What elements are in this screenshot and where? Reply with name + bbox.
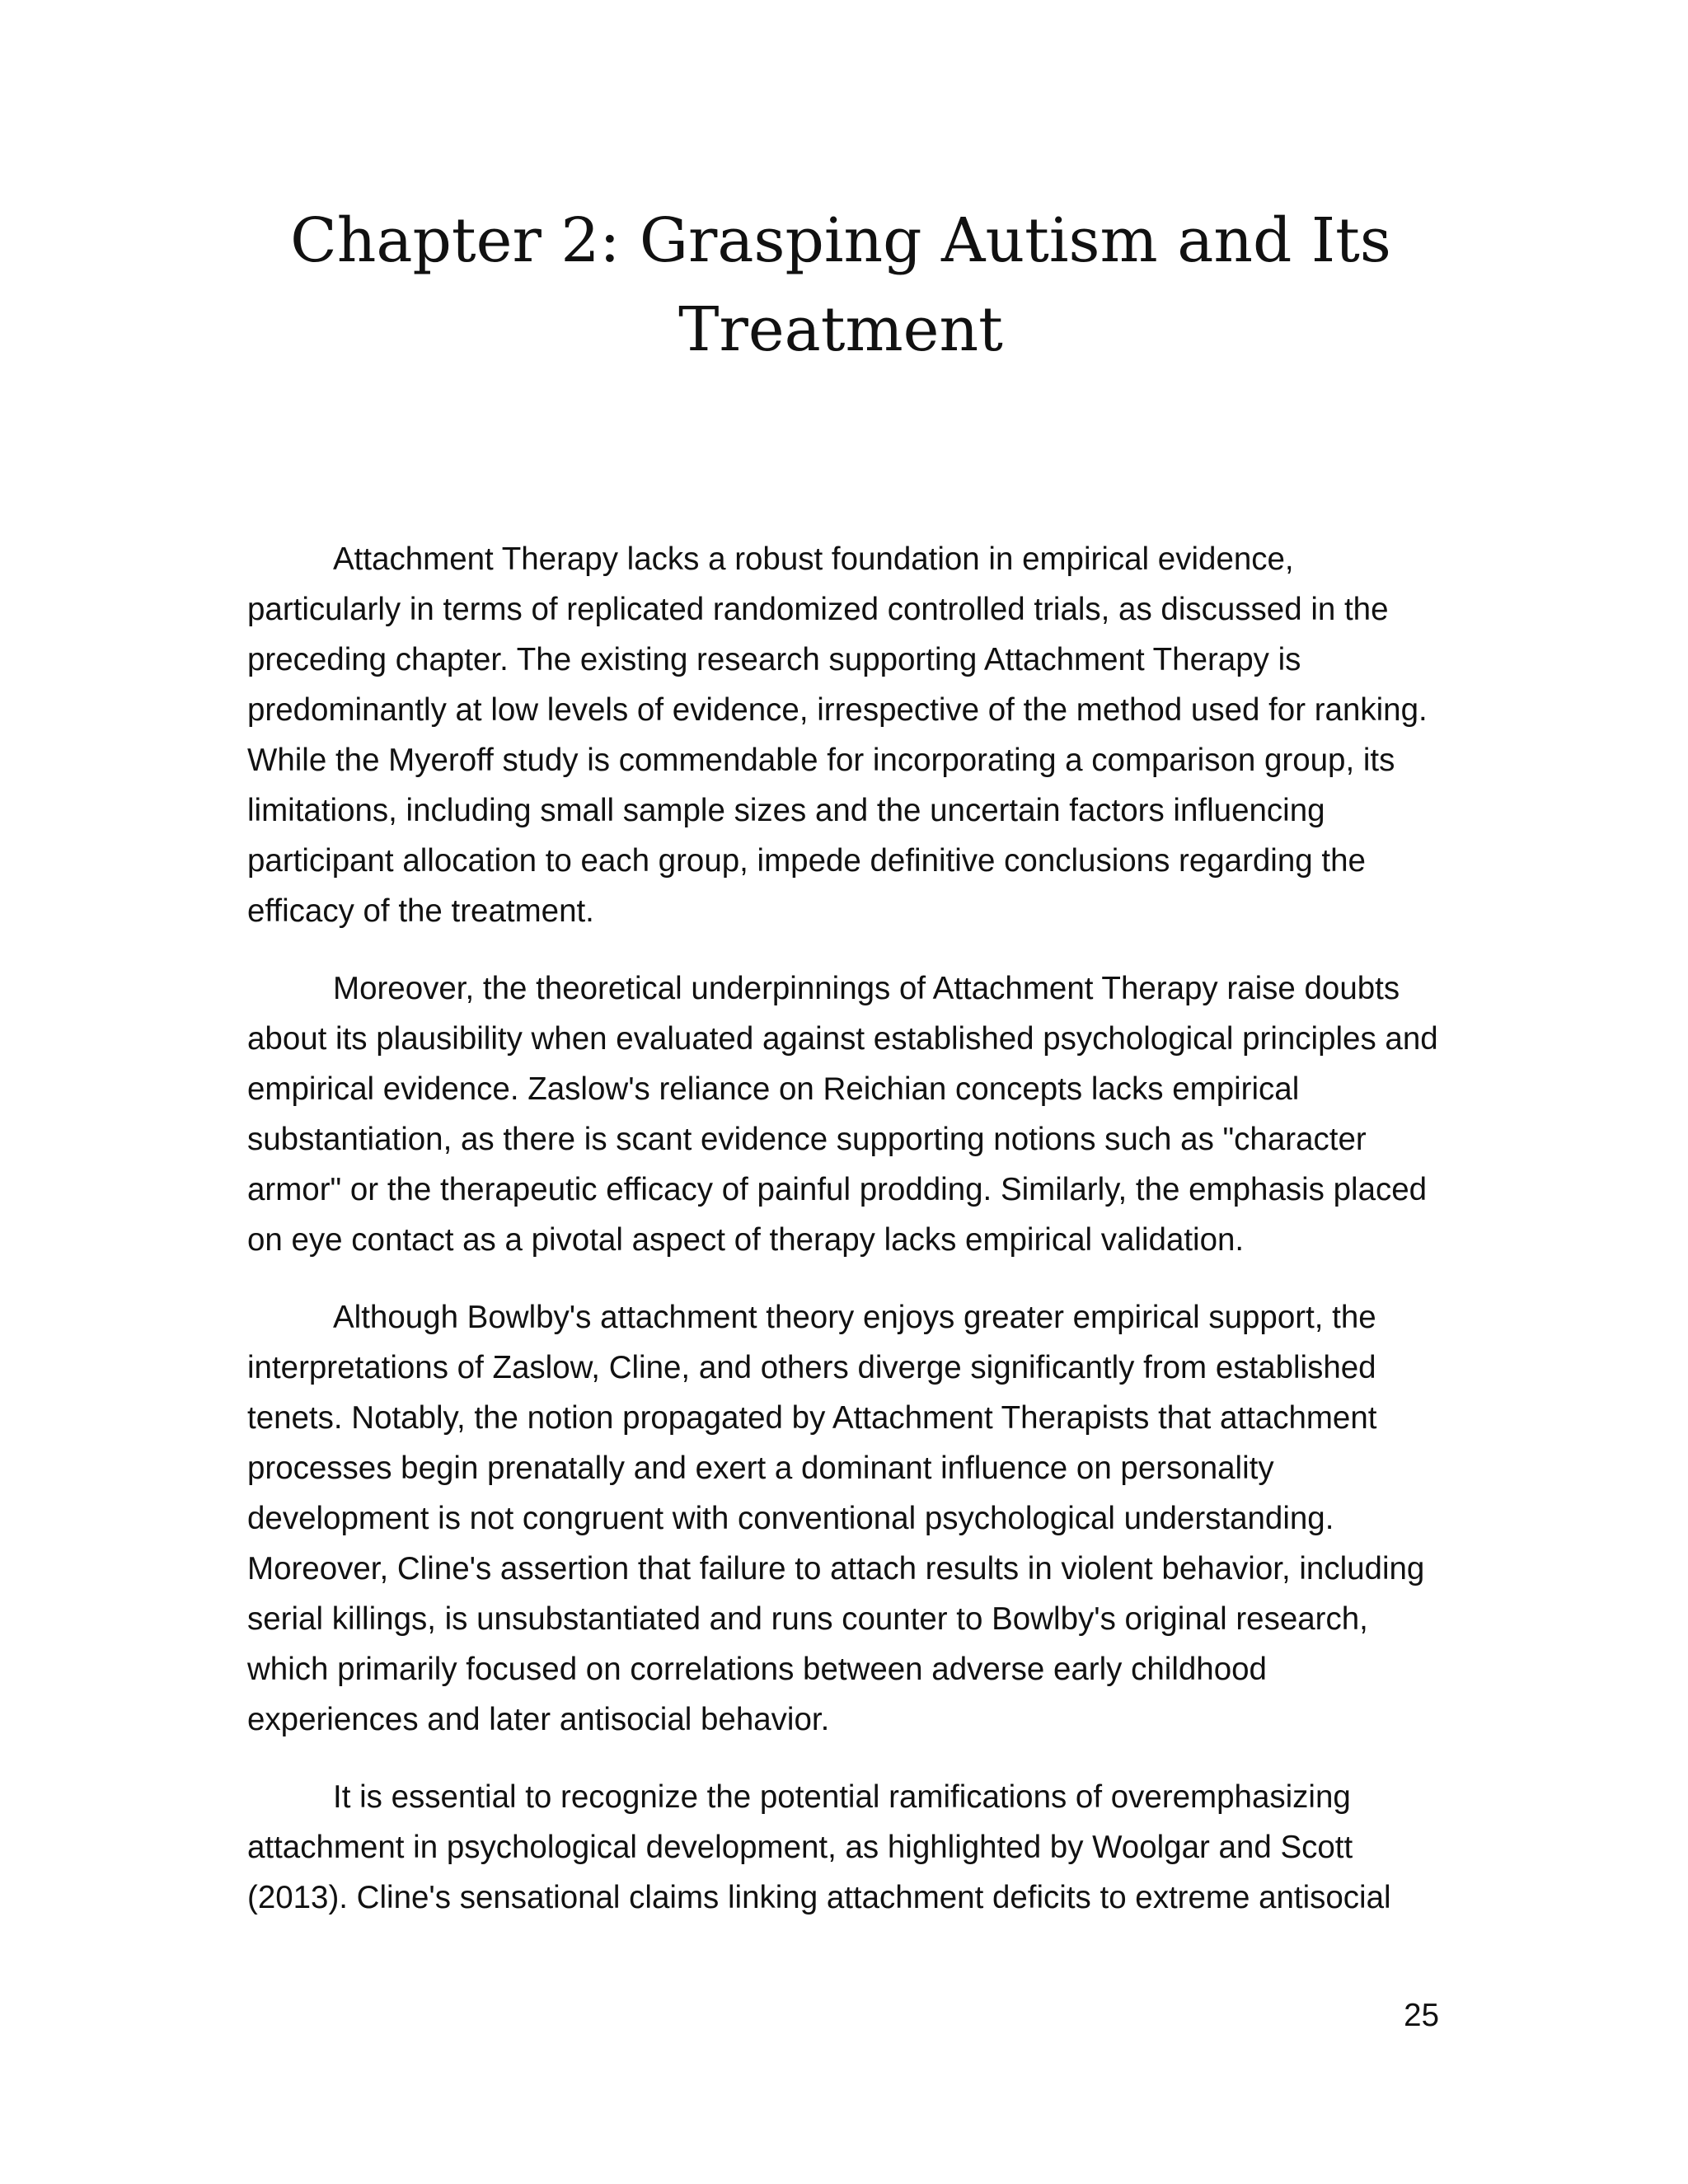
paragraph-3: Although Bowlby's attachment theory enjoys greater empirical support, the interpretations of Zaslow, Cline, and others diverge significantly from established tenets. Notably, the notion propagated by Attachment Therapists that attachment processes begin prenatally and exert a dominant influence on personality development is not congruent with conventional psychological understanding. Moreover, Cline's assertion that failure to attach results in violent behavior, including serial killings, is unsubstantiated and runs counter to Bowlby's original research, which primarily focused on correlations between adverse early childhood experiences and later antisocial behavior.: [247, 1300, 1425, 1737]
body-text: [247, 534, 1442, 1950]
page-number: 25: [1404, 1998, 1439, 2033]
chapter-title-line-2: Treatment: [678, 294, 1003, 365]
chapter-title-line-1: Chapter 2: Grasping Autism and Its: [290, 205, 1391, 276]
paragraph-4: It is essential to recognize the potential ramifications of overemphasizing attachment in psychological development, as highlighted by Woolgar and Scott (2013). Cline's sensational claims linking attachment deficits to extreme antisocial: [247, 1779, 1391, 1915]
chapter-title: [247, 196, 1434, 374]
paragraph-1: Attachment Therapy lacks a robust foundation in empirical evidence, particularly in terms of replicated randomized controlled trials, as discussed in the preceding chapter. The existing research supporting Attachment Therapy is predominantly at low levels of evidence, irrespective of the method used for ranking. While the Myeroff study is commendable for incorporating a comparison group, its limitations, including small sample sizes and the uncertain factors influencing participant allocation to each group, impede definitive conclusions regarding the efficacy of the treatment.: [247, 541, 1428, 929]
paragraph-2: Moreover, the theoretical underpinnings of Attachment Therapy raise doubts about its plausibility when evaluated against established psychological principles and empirical evidence. Zaslow's reliance on Reichian concepts lacks empirical substantiation, as there is scant evidence supporting notions such as "character armor" or the therapeutic efficacy of painful prodding. Similarly, the emphasis placed on eye contact as a pivotal aspect of therapy lacks empirical validation.: [247, 971, 1438, 1258]
